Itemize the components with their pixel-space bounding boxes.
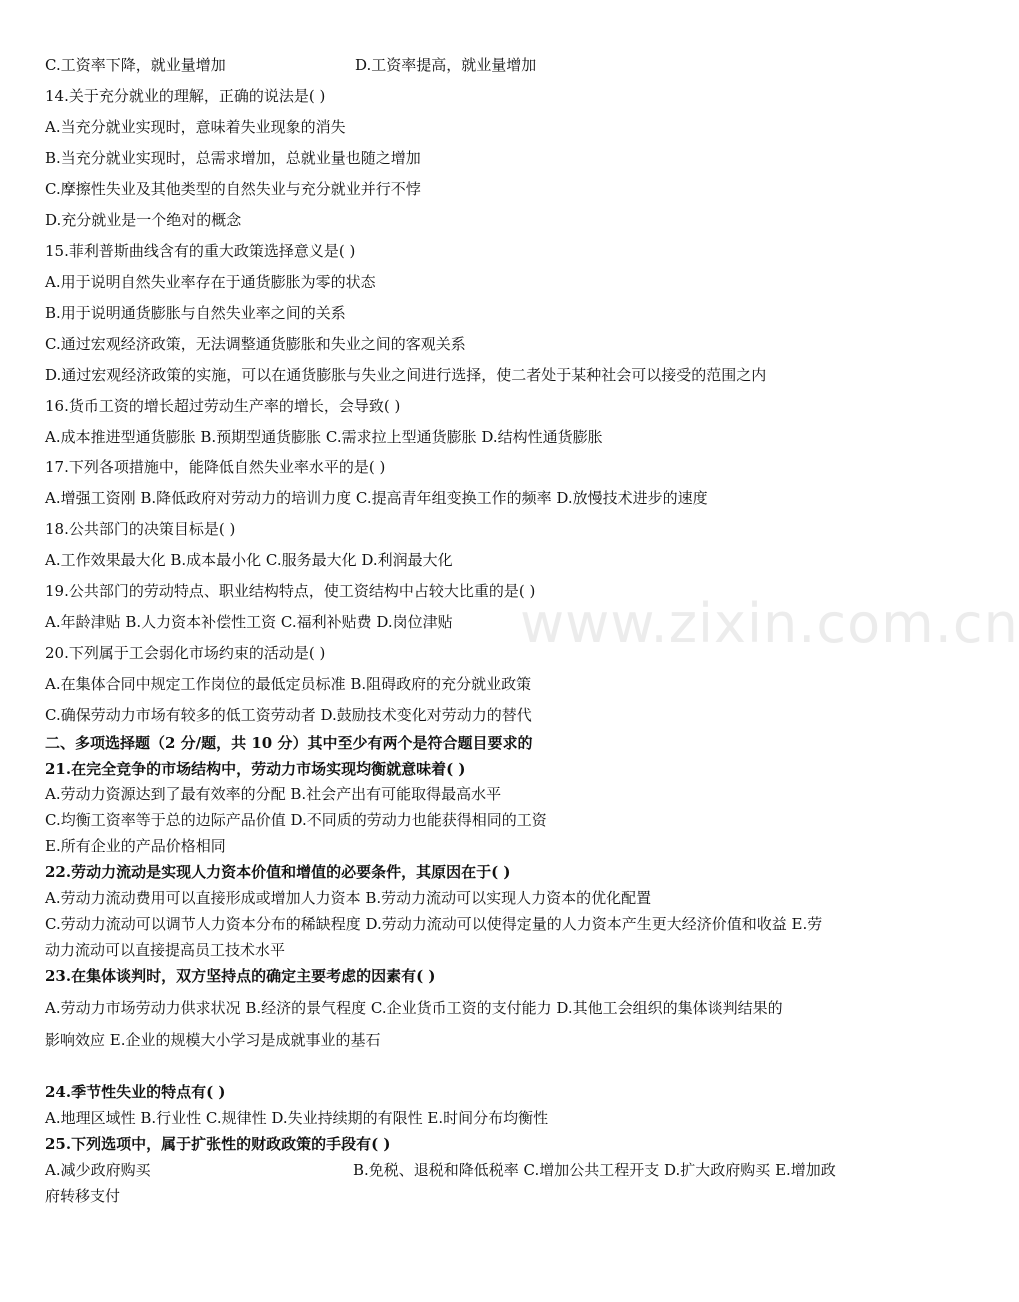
option-line: 府转移支付 xyxy=(45,1187,121,1205)
question-25: 25.下列选项中，属于扩张性的财政政策的手段有( ) xyxy=(45,1135,391,1153)
option-line: A.用于说明自然失业率存在于通货膨胀为零的状态 xyxy=(45,273,376,291)
option-line: A.成本推进型通货膨胀 B.预期型通货膨胀 C.需求拉上型通货膨胀 D.结构性通货膨胀 xyxy=(45,428,603,446)
option-line: C.劳动力流动可以调节人力资本分布的稀缺程度 D.劳动力流动可以使得定量的人力资本产生更大经济价值和收益 E.劳 xyxy=(45,915,823,933)
question-24: 24.季节性失业的特点有( ) xyxy=(45,1083,226,1101)
option-line: A.劳动力市场劳动力供求状况 B.经济的景气程度 C.企业货币工资的支付能力 D.其他工会组织的集体谈判结果的 xyxy=(45,999,783,1017)
option-line: A.增强工资刚 B.降低政府对劳动力的培训力度 C.提高青年组变换工作的频率 D.放慢技术进步的速度 xyxy=(45,489,708,507)
question-16: 16.货币工资的增长超过劳动生产率的增长，会导致( ) xyxy=(45,397,401,415)
section-heading: 二、多项选择题（2 分/题，共 10 分）其中至少有两个是符合题目要求的 xyxy=(45,734,533,752)
option-line: A.地理区域性 B.行业性 C.规律性 D.失业持续期的有限性 E.时间分布均衡性 xyxy=(45,1109,549,1127)
option-line: C.均衡工资率等于总的边际产品价值 D.不同质的劳动力也能获得相同的工资 xyxy=(45,811,547,829)
option-line: A.劳动力资源达到了最有效率的分配 B.社会产出有可能取得最高水平 xyxy=(45,785,502,803)
option-line: 动力流动可以直接提高员工技术水平 xyxy=(45,941,286,959)
option-d: D.工资率提高，就业量增加 xyxy=(355,56,537,74)
question-23: 23.在集体谈判时，双方坚持点的确定主要考虑的因素有( ) xyxy=(45,967,436,985)
question-21: 21.在完全竞争的市场结构中，劳动力市场实现均衡就意味着( ) xyxy=(45,760,466,778)
option-line: C.确保劳动力市场有较多的低工资劳动者 D.鼓励技术变化对劳动力的替代 xyxy=(45,706,532,724)
option-line: 影响效应 E.企业的规模大小学习是成就事业的基石 xyxy=(45,1031,381,1049)
option-b-e: B.免税、退税和降低税率 C.增加公共工程开支 D.扩大政府购买 E.增加政 xyxy=(353,1161,836,1179)
question-14: 14.关于充分就业的理解，正确的说法是( ) xyxy=(45,87,326,105)
option-line: B.当充分就业实现时，总需求增加，总就业量也随之增加 xyxy=(45,149,421,167)
watermark: www.zixin.com.cn xyxy=(520,592,1019,655)
option-line: A.在集体合同中规定工作岗位的最低定员标准 B.阻碍政府的充分就业政策 xyxy=(45,675,532,693)
option-line: A.劳动力流动费用可以直接形成或增加人力资本 B.劳动力流动可以实现人力资本的优化配置 xyxy=(45,889,652,907)
option-c: C.工资率下降，就业量增加 xyxy=(45,56,226,74)
question-22: 22.劳动力流动是实现人力资本价值和增值的必要条件，其原因在于( ) xyxy=(45,863,511,881)
question-17: 17.下列各项措施中，能降低自然失业率水平的是( ) xyxy=(45,458,386,476)
question-15: 15.菲利普斯曲线含有的重大政策选择意义是( ) xyxy=(45,242,356,260)
question-20: 20.下列属于工会弱化市场约束的活动是( ) xyxy=(45,644,326,662)
option-line: D.充分就业是一个绝对的概念 xyxy=(45,211,242,229)
option-line: A.年龄津贴 B.人力资本补偿性工资 C.福利补贴费 D.岗位津贴 xyxy=(45,613,453,631)
option-line: C.摩擦性失业及其他类型的自然失业与充分就业并行不悖 xyxy=(45,180,421,198)
option-line: A.工作效果最大化 B.成本最小化 C.服务最大化 D.利润最大化 xyxy=(45,551,453,569)
option-line: B.用于说明通货膨胀与自然失业率之间的关系 xyxy=(45,304,346,322)
option-line: C.通过宏观经济政策，无法调整通货膨胀和失业之间的客观关系 xyxy=(45,335,466,353)
option-line: A.当充分就业实现时，意味着失业现象的消失 xyxy=(45,118,346,136)
question-18: 18.公共部门的决策目标是( ) xyxy=(45,520,236,538)
option-line: E.所有企业的产品价格相同 xyxy=(45,837,226,855)
question-19: 19.公共部门的劳动特点、职业结构特点，使工资结构中占较大比重的是( ) xyxy=(45,582,536,600)
option-line xyxy=(45,1160,880,1180)
option-line xyxy=(45,55,880,75)
option-a: A.减少政府购买 xyxy=(45,1161,151,1179)
option-line: D.通过宏观经济政策的实施，可以在通货膨胀与失业之间进行选择，使二者处于某种社会可以接受的范围之内 xyxy=(45,366,767,384)
